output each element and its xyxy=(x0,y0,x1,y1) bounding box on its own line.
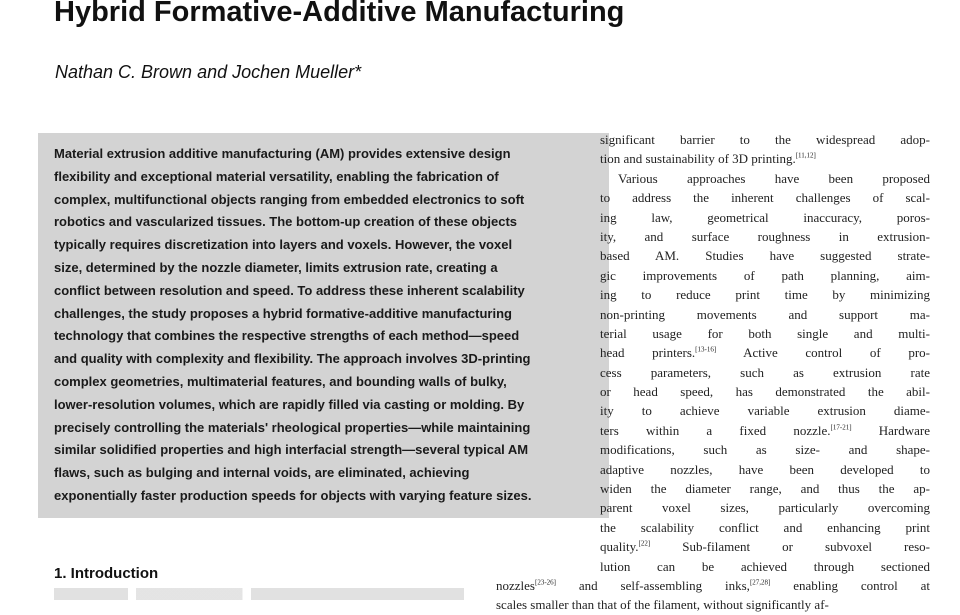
body-line xyxy=(600,479,930,498)
body-line xyxy=(600,130,930,149)
body-text: enabling control at xyxy=(770,577,930,593)
body-line xyxy=(600,266,930,285)
citation-ref[interactable]: [27,28] xyxy=(749,578,771,587)
body-line xyxy=(600,460,930,479)
body-text: head printers. xyxy=(600,345,696,361)
abstract-line: conflict between resolution and speed. To address these inherent scalability xyxy=(54,282,525,298)
body-line xyxy=(600,421,930,440)
abstract-line: complex, multifunctional objects ranging from embedded electronics to soft xyxy=(54,191,525,207)
citation-ref[interactable]: [17-21] xyxy=(830,423,852,432)
body-text: tion and sustainability of 3D printing. xyxy=(600,151,796,167)
abstract-line: technology that combines the respective strengths of each method—speed xyxy=(54,328,520,344)
body-text: and self-assembling inks, xyxy=(555,577,750,593)
body-line xyxy=(600,363,930,382)
body-line xyxy=(600,285,930,304)
body-line xyxy=(600,208,930,227)
body-line xyxy=(600,382,930,401)
body-line xyxy=(600,537,930,556)
body-line xyxy=(600,343,930,362)
abstract-line: lower-resolution volumes, which are rapidly filled via casting or molding. By xyxy=(54,396,525,412)
author-list: Nathan C. Brown and Jochen Mueller* xyxy=(55,62,362,82)
body-text: Various approaches have been proposed xyxy=(618,170,930,186)
right-column-body xyxy=(496,130,930,615)
body-line xyxy=(600,227,930,246)
body-text: or head speed, has demonstrated the abil- xyxy=(600,384,930,400)
body-text: ing law, geometrical inaccuracy, poros- xyxy=(600,209,930,225)
body-line xyxy=(600,305,930,324)
citation-ref[interactable]: [23-26] xyxy=(534,578,556,587)
body-text: gic improvements of path planning, aim- xyxy=(600,267,930,283)
body-text: based AM. Studies have suggested strate- xyxy=(600,248,930,264)
body-text: adaptive nozzles, have been developed to xyxy=(600,461,930,477)
body-line xyxy=(600,169,930,188)
abstract-line: robotics and vascularized tissues. The bottom-up creation of these objects xyxy=(54,214,518,230)
body-text: the scalability conflict and enhancing print xyxy=(600,519,930,535)
body-text: scales smaller than that of the filament, without significantly af- xyxy=(496,597,829,613)
paper-title: Hybrid Formative-Additive Manufacturing xyxy=(54,0,625,28)
body-text: Sub-filament or subvoxel reso- xyxy=(650,539,930,555)
body-text: lution can be achieved through sectioned xyxy=(600,558,930,574)
body-text: non-printing movements and support ma- xyxy=(600,306,930,322)
body-line xyxy=(600,324,930,343)
truncated-body-line xyxy=(54,588,464,600)
body-text: terial usage for both single and multi- xyxy=(600,325,930,341)
abstract-line: similar solidified properties and high interfacial strength—several typical AM xyxy=(54,442,529,458)
body-text: ters within a fixed nozzle. xyxy=(600,422,831,438)
body-line xyxy=(600,246,930,265)
abstract-line: flexibility and exceptional material versatility, enabling the fabrication of xyxy=(54,168,499,184)
body-text: ing to reduce print time by minimizing xyxy=(600,287,930,303)
body-line xyxy=(496,595,930,614)
body-line xyxy=(600,188,930,207)
section-heading: 1. Introduction xyxy=(54,565,159,582)
abstract-line: Material extrusion additive manufacturing (AM) provides extensive design xyxy=(54,146,511,161)
citation-ref[interactable]: [22] xyxy=(638,539,651,548)
body-text: quality. xyxy=(600,539,639,555)
body-text: ity, and surface roughness in extrusion- xyxy=(600,228,930,244)
body-text: cess parameters, such as extrusion rate xyxy=(600,364,930,380)
abstract-line: precisely controlling the materials' rheological properties—while maintaining xyxy=(54,419,531,435)
citation-ref[interactable]: [13-16] xyxy=(695,345,717,354)
body-line xyxy=(600,518,930,537)
abstract-line: flaws, such as bulging and internal voids, are eliminated, achieving xyxy=(54,465,470,481)
body-line xyxy=(600,440,930,459)
body-text: modifications, such as size- and shape- xyxy=(600,442,930,458)
citation-ref[interactable]: [11,12] xyxy=(795,152,816,161)
abstract-line: complex geometries, multimaterial features, and bounding walls of bulky, xyxy=(54,373,507,389)
abstract-box xyxy=(38,133,609,518)
body-text: parent voxel sizes, particularly overcoming xyxy=(600,500,930,516)
body-line xyxy=(600,149,930,168)
body-line xyxy=(600,498,930,517)
abstract-line: typically requires discretization into layers and voxels. However, the voxel xyxy=(54,237,513,253)
body-text: Hardware xyxy=(851,422,930,438)
abstract-line: size, determined by the nozzle diameter, limits extrusion rate, creating a xyxy=(54,259,498,275)
abstract-line: and quality with complexity and flexibility. The approach involves 3D-printing xyxy=(54,351,531,367)
body-line xyxy=(600,401,930,420)
body-line xyxy=(600,557,930,576)
body-text: significant barrier to the widespread adop- xyxy=(600,132,930,147)
body-line xyxy=(496,576,930,595)
body-text: to address the inherent challenges of scal- xyxy=(600,190,930,206)
abstract-line: exponentially faster production speeds for objects with varying feature sizes. xyxy=(54,487,532,503)
abstract-line: challenges, the study proposes a hybrid formative-additive manufacturing xyxy=(54,305,512,321)
body-text: ity to achieve variable extrusion diame- xyxy=(600,403,930,419)
body-text: nozzles xyxy=(496,577,535,593)
body-text: widen the diameter range, and thus the ap- xyxy=(600,481,930,497)
body-text: Active control of pro- xyxy=(716,345,930,361)
